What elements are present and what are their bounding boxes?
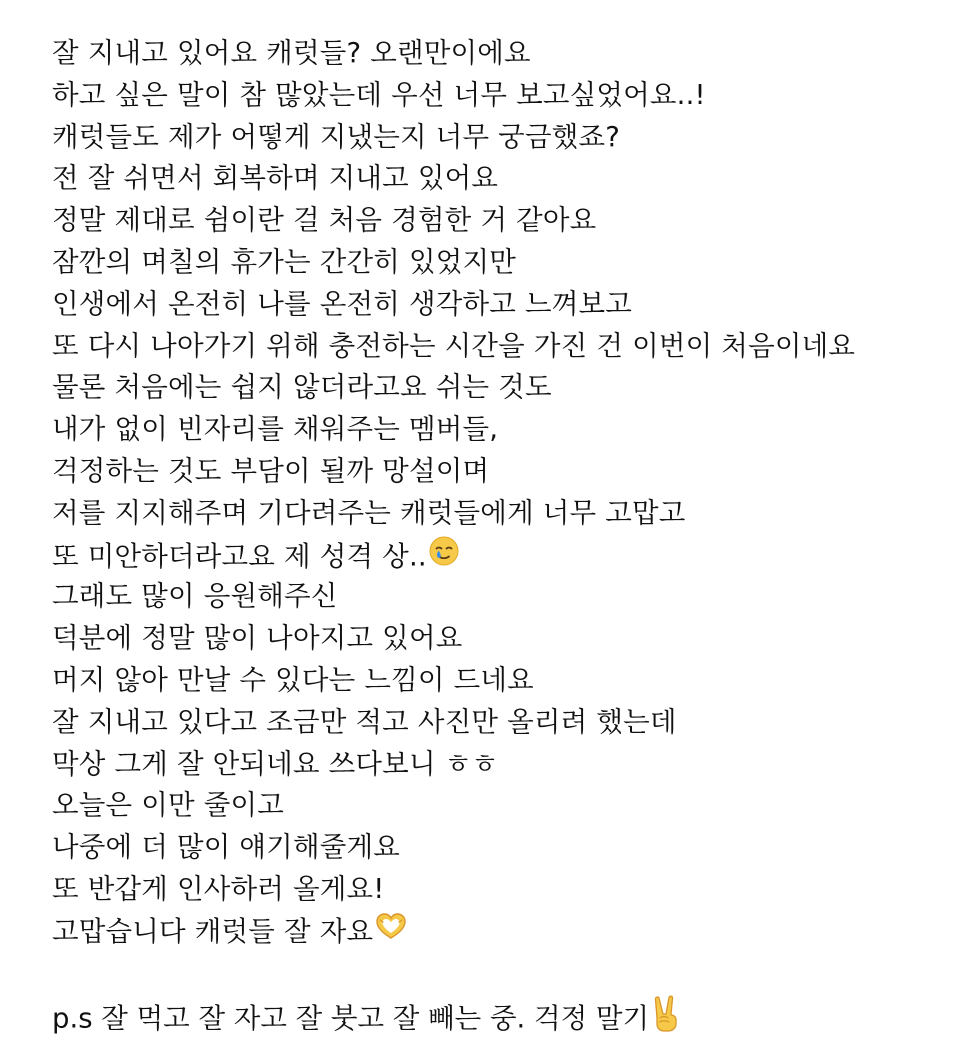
- text-line-2: [52, 75, 960, 117]
- text-line-17-content: 잘 지내고 있다고 조금만 적고 사진만 올리려 했는데: [52, 705, 677, 738]
- text-line-21-content: 또 반갑게 인사하러 올게요!: [52, 872, 385, 905]
- text-line-1: [52, 33, 960, 75]
- text-line-21: [52, 869, 960, 911]
- postscript-line: [52, 994, 960, 1038]
- text-line-22: [52, 911, 960, 953]
- text-line-13-content: 또 미안하더라고요 제 성격 상..: [52, 539, 427, 572]
- text-line-9-content: 물론 처음에는 쉽지 않더라고요 쉬는 것도: [52, 371, 552, 404]
- text-line-10-content: 내가 없이 빈자리를 채워주는 멤버들,: [52, 413, 499, 446]
- text-line-8-content: 또 다시 나아가기 위해 충전하는 시간을 가진 건 이번이 처음이네요: [52, 329, 856, 362]
- text-line-16: [52, 660, 960, 702]
- text-line-2-content: 하고 싶은 말이 참 많았는데 우선 너무 보고싶었어요..!: [52, 78, 706, 111]
- text-line-14: [52, 576, 960, 618]
- text-line-6-content: 잠깐의 며칠의 휴가는 간간히 있었지만: [52, 245, 517, 278]
- text-line-12-content: 저를 지지해주며 기다려주는 캐럿들에게 너무 고맙고: [52, 496, 686, 529]
- text-line-5-content: 정말 제대로 쉼이란 걸 처음 경험한 거 같아요: [52, 204, 597, 237]
- text-line-3: [52, 117, 960, 159]
- text-line-11: [52, 451, 960, 493]
- text-line-22-content: 고맙습니다 캐럿들 잘 자요: [52, 915, 374, 948]
- text-line-4-content: 전 잘 쉬면서 회복하며 지내고 있어요: [52, 162, 499, 195]
- text-line-3-content: 캐럿들도 제가 어떻게 지냈는지 너무 궁금했죠?: [52, 120, 621, 153]
- text-line-10: [52, 409, 960, 451]
- text-line-17: [52, 702, 960, 744]
- text-line-13: [52, 535, 960, 577]
- text-line-11-content: 걱정하는 것도 부담이 될까 망설이며: [52, 454, 490, 487]
- text-line-16-content: 머지 않아 만날 수 있다는 느낌이 드네요: [52, 663, 534, 696]
- text-line-7-content: 인생에서 온전히 나를 온전히 생각하고 느껴보고: [52, 287, 633, 320]
- text-line-6: [52, 242, 960, 284]
- text-line-20: [52, 827, 960, 869]
- text-line-15-content: 덕분에 정말 많이 나아지고 있어요: [52, 622, 463, 655]
- text-line-9: [52, 367, 960, 409]
- blank-line: [52, 953, 960, 995]
- text-line-15: [52, 618, 960, 660]
- postscript-text: p.s 잘 먹고 잘 자고 잘 붓고 잘 빼는 중. 걱정 말기: [52, 1002, 650, 1035]
- text-line-19: [52, 785, 960, 827]
- victory-hand-icon: [650, 994, 682, 1045]
- text-line-4: [52, 158, 960, 200]
- text-line-8: [52, 326, 960, 368]
- text-line-19-content: 오늘은 이만 줄이고: [52, 789, 285, 822]
- text-line-18-content: 막상 그게 잘 안되네요 쓰다보니 ㅎㅎ: [52, 747, 499, 780]
- text-line-18: [52, 744, 960, 786]
- text-line-5: [52, 200, 960, 242]
- heart-hands-icon: [374, 911, 408, 954]
- crying-smile-face-icon: [428, 535, 460, 580]
- text-line-7: [52, 284, 960, 326]
- text-line-14-content: 그래도 많이 응원해주신: [52, 580, 338, 613]
- text-line-1-content: 잘 지내고 있어요 캐럿들? 오랜만이에요: [52, 37, 531, 69]
- text-line-12: [52, 493, 960, 535]
- text-line-20-content: 나중에 더 많이 얘기해줄게요: [52, 831, 401, 864]
